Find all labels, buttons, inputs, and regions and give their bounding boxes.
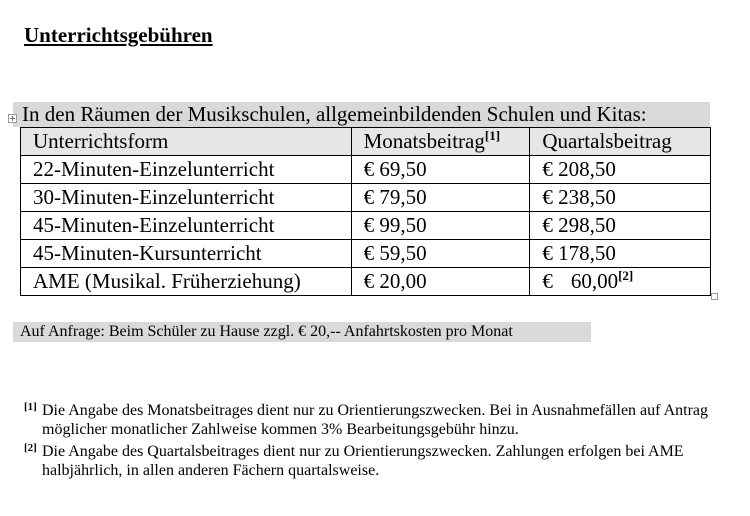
footnote-text-1: Die Angabe des Monatsbeitrages dient nur zu Orientierungszwecken. Bei in Ausnahmefällen auf Antrag möglicher monatlicher Zahlweise kommen 3% Bearbeitungsgebühr hinzu. [42, 402, 709, 438]
footnote-2 [24, 439, 739, 480]
cell-monatsbeitrag: € 59,50 [351, 240, 530, 268]
cell-quartalsbeitrag [530, 268, 711, 296]
document-title: Unterrichtsgebühren [24, 23, 213, 47]
header-monatsbeitrag-label: Monatsbeitrag [363, 129, 485, 153]
header-monatsbeitrag [351, 128, 530, 156]
fees-table [20, 127, 711, 296]
cell-currency: € [542, 269, 553, 293]
section-heading: In den Räumen der Musikschulen, allgemeinbildenden Schulen und Kitas: [13, 102, 710, 127]
footnote-text-2: Die Angabe des Quartalsbeitrages dient nur zu Orientierungszwecken. Zahlungen erfolgen bei AME halbjährlich, in allen anderen Fächern quartalsweise. [42, 443, 684, 479]
table-resize-handle-icon[interactable] [711, 293, 718, 300]
table-row [21, 268, 711, 296]
footnote-1 [24, 398, 739, 439]
table-row [21, 184, 711, 212]
cell-monatsbeitrag: € 69,50 [351, 156, 530, 184]
footnote-mark-2[interactable]: [2] [24, 442, 37, 454]
table-row [21, 240, 711, 268]
cell-unterrichtsform: 22-Minuten-Einzelunterricht [21, 156, 352, 184]
footnote-ref-1[interactable]: [1] [484, 128, 501, 143]
footnote-mark-1[interactable]: [1] [24, 401, 37, 413]
cell-monatsbeitrag: € 20,00 [351, 268, 530, 296]
cell-quartalsbeitrag: € 178,50 [530, 240, 711, 268]
cell-quartalsbeitrag: € 238,50 [530, 184, 711, 212]
table-row [21, 212, 711, 240]
footnote-ref-2[interactable]: [2] [618, 268, 634, 283]
header-quartalsbeitrag: Quartalsbeitrag [530, 128, 711, 156]
cell-amount: 60,00 [570, 269, 619, 293]
cell-quartalsbeitrag: € 298,50 [530, 212, 711, 240]
cell-monatsbeitrag: € 79,50 [351, 184, 530, 212]
cell-quartalsbeitrag: € 208,50 [530, 156, 711, 184]
cell-monatsbeitrag: € 99,50 [351, 212, 530, 240]
table-header-row [21, 128, 711, 156]
footnotes [24, 398, 739, 480]
table-row [21, 156, 711, 184]
cell-unterrichtsform: 45-Minuten-Einzelunterricht [21, 212, 352, 240]
cell-unterrichtsform: AME (Musikal. Früherziehung) [21, 268, 352, 296]
cell-unterrichtsform: 30-Minuten-Einzelunterricht [21, 184, 352, 212]
cell-unterrichtsform: 45-Minuten-Kursunterricht [21, 240, 352, 268]
table-move-handle-icon[interactable] [8, 114, 17, 123]
header-unterrichtsform: Unterrichtsform [21, 128, 352, 156]
travel-cost-note: Auf Anfrage: Beim Schüler zu Hause zzgl. € 20,-- Anfahrtskosten pro Monat [13, 322, 591, 342]
